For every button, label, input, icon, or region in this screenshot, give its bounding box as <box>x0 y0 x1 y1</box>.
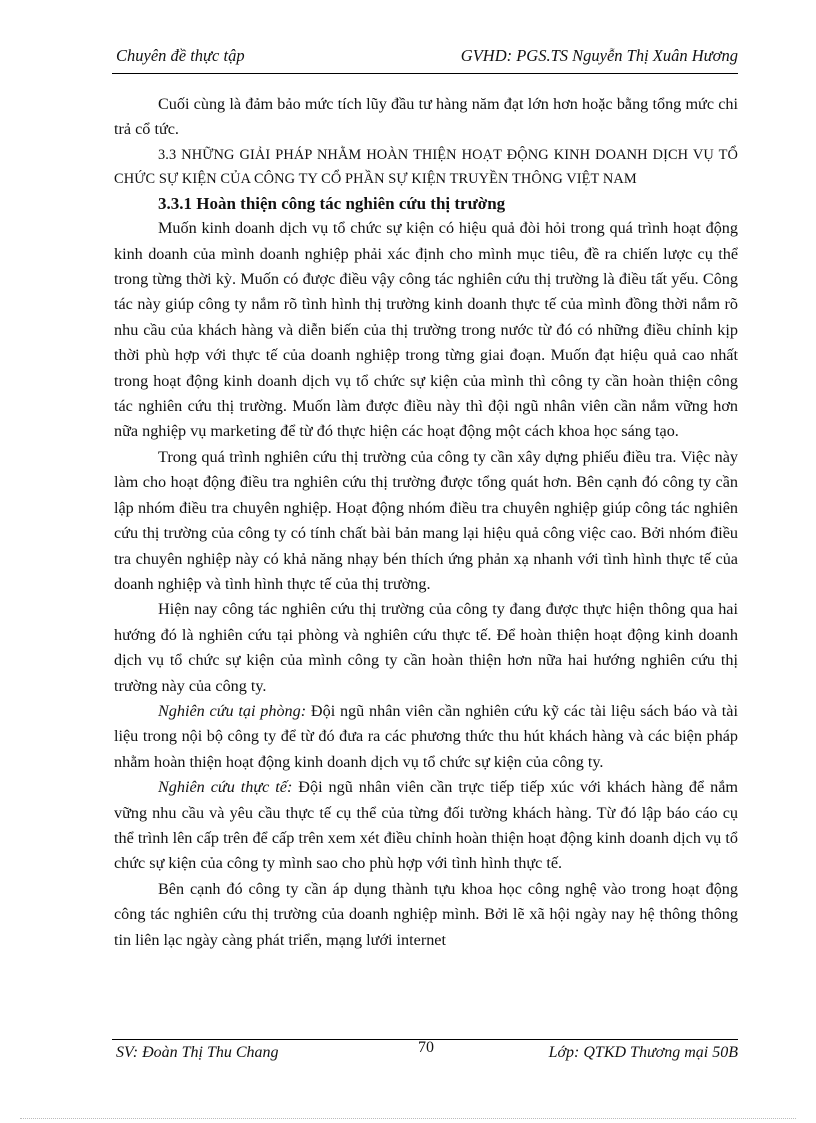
footer-class: Lớp: QTKD Thương mại 50B <box>548 1044 738 1061</box>
page-edge-dotted-line <box>20 1118 796 1119</box>
desk-research-text: Đội ngũ nhân viên cần nghiên cứu kỹ các tài liệu sách báo và tài liệu trong nội bộ công ty để từ đó đưa ra các phương thức thu hút khách hàng và các biện pháp nhằm hoàn thiện hoạt động kinh doanh dịch vụ tổ chức sự kiện của công ty. <box>114 701 738 771</box>
header-document-type: Chuyên đề thực tập <box>116 46 245 65</box>
desk-research-lead: Nghiên cứu tại phòng: <box>158 701 307 720</box>
field-research-text: Đội ngũ nhân viên cần trực tiếp tiếp xúc với khách hàng để nắm vững nhu cầu và yêu cầu thực tế cụ thể của từng đối tường khách hàng. Từ đó lập báo cáo cụ thể trình lên cấp trên để cấp trên xem xét điều chỉnh hoàn thiện hoạt động kinh doanh dịch vụ tổ chức sự kiện của công ty mình sao cho phù hợp với tình hình thực tế. <box>114 778 739 873</box>
paragraph-field-research <box>114 775 738 877</box>
paragraph-market-research: Muốn kinh doanh dịch vụ tổ chức sự kiện có hiệu quả đòi hỏi trong quá trình hoạt động kinh doanh của mình doanh nghiệp phải xác định cho mình mục tiêu, đề ra chiến lược cụ thể trong từng thời kỳ. Muốn có được điều vậy công tác nghiên cứu thị trường là điều tất yếu. Công tác này giúp công ty nắm rõ tình hình thị trường kinh doanh thực tế của mình đồng thời nắm rõ nhu cầu của khách hàng và diễn biến của thị trường trong nước từ đó có những điều chỉnh kịp thời phù hợp với thực tế của doanh nghiệp trong từng giai đoạn. Muốn đạt hiệu quả cao nhất trong hoạt động kinh doanh dịch vụ tổ chức sự kiện của mình thì công ty cần hoàn thiện công tác nghiên cứu thị trường. Muốn làm được điều này thì đội ngũ nhân viên cần nắm vững hơn nữa nghiệp vụ marketing để từ đó thực hiện các hoạt động một cách khoa học sáng tạo. <box>114 219 738 441</box>
paragraph-survey: Trong quá trình nghiên cứu thị trường của công ty cần xây dựng phiếu điều tra. Việc này làm cho hoạt động điều tra nghiên cứu thị trường được tổng quát hơn. Bên cạnh đó công ty cần lập nhóm điều tra chuyên nghiệp. Hoạt động nhóm điều tra chuyên nghiệp giúp công tác nghiên cứu thị trường của công ty có tính chất bài bản mang lại hiệu quả công việc cao. Bởi nhóm điều tra chuyên nghiệp này có khả năng nhạy bén thích ứng phản xạ nhanh với tình hình thực tế của doanh nghiệp và tình hình thực tế của thị trường. <box>114 447 738 593</box>
page-header <box>112 46 738 70</box>
subsection-title: 3.3.1 Hoàn thiện công tác nghiên cứu thị trường <box>158 193 506 213</box>
field-research-lead: Nghiên cứu thực tế: <box>158 778 293 797</box>
footer-student: SV: Đoàn Thị Thu Chang <box>116 1044 279 1061</box>
page-number: 70 <box>418 1039 434 1056</box>
header-rule <box>112 73 738 74</box>
page-body <box>114 92 738 953</box>
section-title: 3.3 NHỮNG GIẢI PHÁP NHẰM HOÀN THIỆN HOẠT ĐỘNG KINH DOANH DỊCH VỤ TỔ CHỨC SỰ KIỆN CỦA CÔNG TY CỔ PHẦN SỰ KIỆN TRUYỀN THÔNG VIỆT NAM <box>114 146 738 187</box>
paragraph-technology: Bên cạnh đó công ty cần áp dụng thành tựu khoa học công nghệ vào trong hoạt động công tác nghiên cứu thị trường của doanh nghiệp mình. Bởi lẽ xã hội ngày nay hệ thông thông tin liên lạc ngày càng phát triển, mạng lưới internet <box>114 879 738 949</box>
header-advisor: GVHD: PGS.TS Nguyễn Thị Xuân Hương <box>460 46 738 65</box>
paragraph-desk-research <box>114 699 738 775</box>
paragraph-two-directions: Hiện nay công tác nghiên cứu thị trường của công ty đang được thực hiện thông qua hai hướng đó là nghiên cứu tại phòng và nghiên cứu thực tế. Để hoàn thiện hoạt động kinh doanh dịch vụ tổ chức sự kiện của mình công ty cần hoàn thiện hơn nữa hai hướng nghiên cứu thị trường này của công ty. <box>114 600 738 695</box>
paragraph-dividend: Cuối cùng là đảm bảo mức tích lũy đầu tư hàng năm đạt lớn hơn hoặc bằng tổng mức chi trả cổ tức. <box>114 95 738 139</box>
